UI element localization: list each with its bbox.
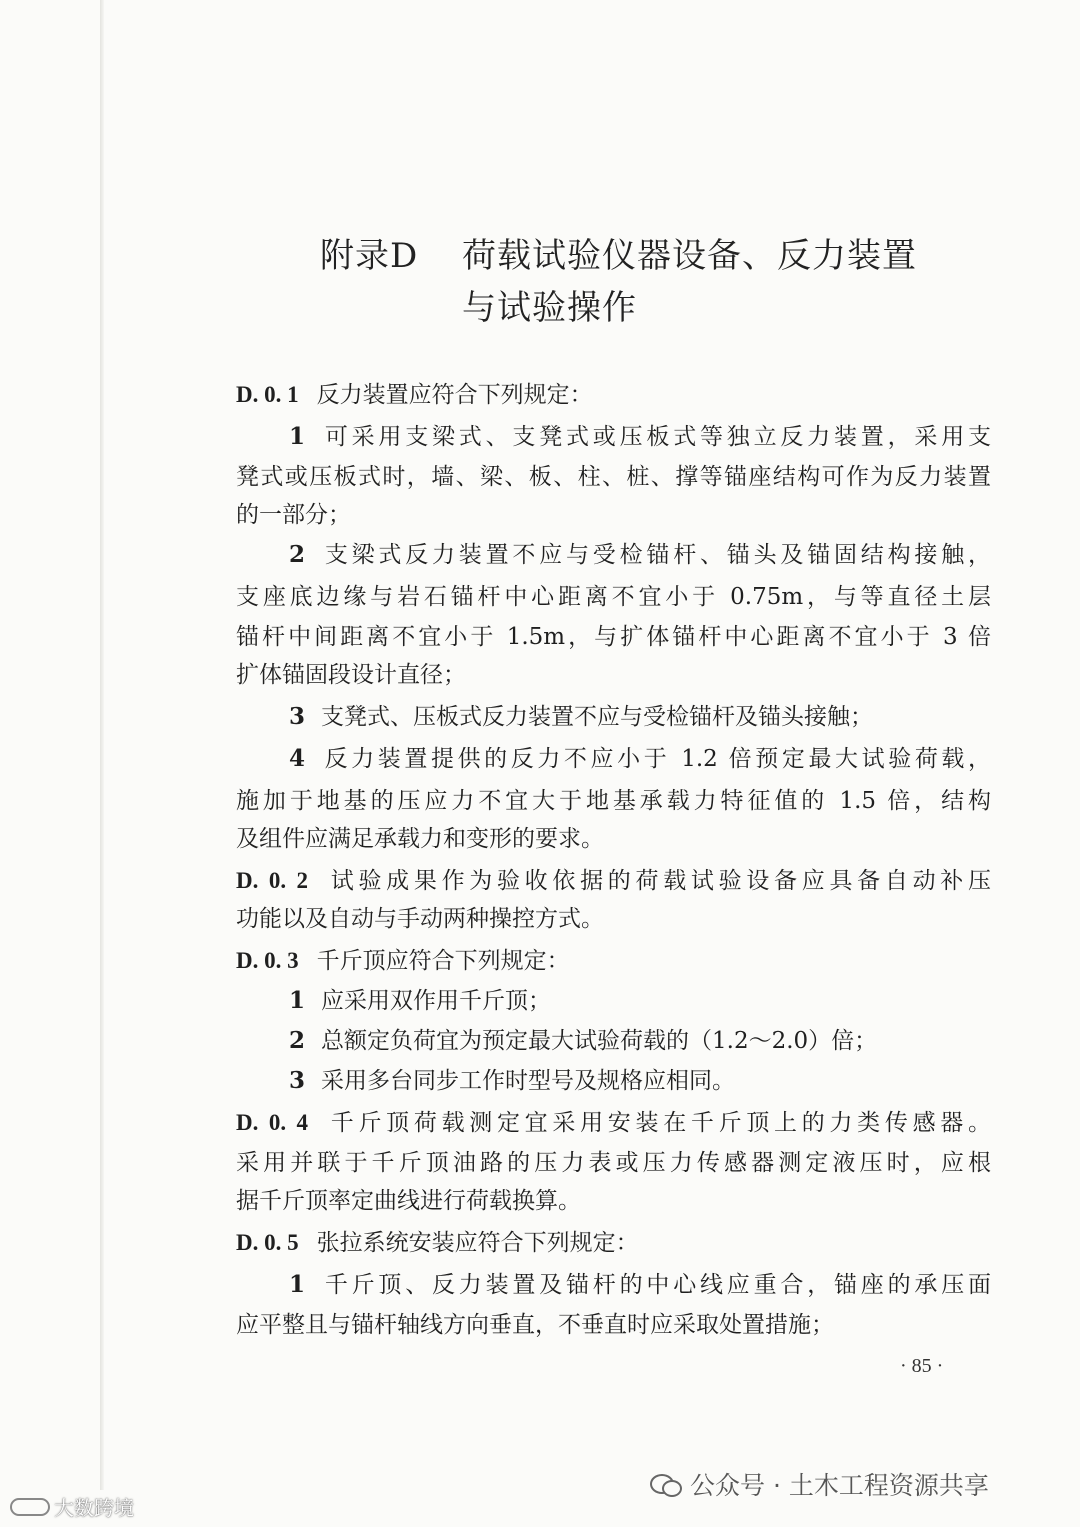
clause-d05-heading	[236, 1228, 639, 1258]
clause-d02-line-1	[236, 866, 991, 896]
clause-d01-item-2-line-3: 锚杆中间距离不宜小于 1.5m，与扩体锚杆中心距离不宜小于 3 倍	[236, 624, 991, 650]
page-number: · 85 ·	[900, 1355, 944, 1377]
clause-d01-item-2-line-4: 扩体锚固段设计直径；	[236, 662, 466, 688]
clause-d03-heading	[236, 946, 570, 976]
clause-d01-item-1-line-2: 凳式或压板式时，墙、梁、板、柱、桩、撑等锚座结构可作为反力装置	[236, 464, 991, 490]
clause-number: D. 0. 3	[236, 948, 299, 973]
item-text: 应采用双作用千斤顶；	[321, 988, 552, 1014]
item-text: 采用多台同步工作时型号及规格应相同。	[321, 1068, 736, 1094]
item-text: 支梁式反力装置不应与受检锚杆、锚头及锚固结构接触，	[321, 542, 991, 568]
item-text: 千斤顶、反力装置及锚杆的中心线应重合，锚座的承压面	[321, 1272, 991, 1298]
item-text: 可采用支梁式、支凳式或压板式等独立反力装置，采用支	[321, 424, 991, 450]
corner-watermark-text: 大数跨境	[54, 1496, 134, 1520]
clause-d01-item-3	[236, 702, 873, 732]
clause-text: 张拉系统安装应符合下列规定：	[316, 1230, 639, 1256]
clause-d04-line-3: 据千斤顶率定曲线进行荷载换算。	[236, 1188, 581, 1214]
item-number: 2	[289, 1027, 306, 1054]
clause-d04-line-2: 采用并联于千斤顶油路的压力表或压力传感器测定液压时，应根	[236, 1150, 991, 1176]
clause-d04-line-1	[236, 1108, 991, 1138]
clause-d05-item-1-line-2: 应平整且与锚杆轴线方向垂直，不垂直时应采取处置措施；	[236, 1312, 834, 1338]
item-number: 1	[289, 1271, 306, 1298]
clause-number: D. 0. 4	[236, 1110, 309, 1135]
clause-d01-item-4-line-3: 及组件应满足承载力和变形的要求。	[236, 826, 604, 852]
clause-d01-item-4-line-1	[236, 744, 991, 774]
clause-d01-item-2-line-2: 支座底边缘与岩石锚杆中心距离不宜小于 0.75m，与等直径土层	[236, 584, 991, 610]
clause-text: 千斤顶荷载测定宜采用安装在千斤顶上的力类传感器。	[326, 1110, 991, 1136]
link-icon	[10, 1498, 50, 1516]
clause-d01-item-1-line-1	[236, 422, 991, 452]
clause-number: D. 0. 1	[236, 382, 299, 407]
item-text: 支凳式、压板式反力装置不应与受检锚杆及锚头接触；	[321, 704, 874, 730]
clause-number: D. 0. 2	[236, 868, 309, 893]
item-number: 2	[289, 541, 306, 568]
item-number: 3	[289, 703, 306, 730]
item-text: 反力装置提供的反力不应小于 1.2 倍预定最大试验荷载，	[321, 746, 991, 772]
clause-number: D. 0. 5	[236, 1230, 299, 1255]
appendix-title-text-2: 与试验操作	[462, 288, 637, 328]
wechat-watermark	[650, 1466, 989, 1502]
clause-d03-item-3	[236, 1066, 735, 1096]
clause-d01-item-2-line-1	[236, 540, 991, 570]
watermark-text: 公众号 · 土木工程资源共享	[690, 1471, 989, 1500]
clause-d02-line-2: 功能以及自动与手动两种操控方式。	[236, 906, 604, 932]
appendix-title-text: 荷载试验仪器设备、反力装置	[462, 236, 917, 276]
clause-d01-item-4-line-2: 施加于地基的压应力不宜大于地基承载力特征值的 1.5 倍，结构	[236, 788, 991, 814]
clause-d01-heading	[236, 380, 593, 410]
clause-d03-item-2	[236, 1026, 877, 1056]
item-number: 1	[289, 423, 306, 450]
item-number: 1	[289, 987, 306, 1014]
page-fold-shadow	[100, 0, 104, 1490]
item-text: 总额定负荷宜为预定最大试验荷载的（1.2～2.0）倍；	[321, 1028, 878, 1054]
clause-d05-item-1-line-1	[236, 1270, 991, 1300]
clause-text: 千斤顶应符合下列规定：	[316, 948, 570, 974]
clause-text: 反力装置应符合下列规定：	[316, 382, 593, 408]
item-number: 4	[289, 745, 306, 772]
appendix-label: 附录D	[320, 236, 419, 276]
clause-d03-item-1	[236, 986, 551, 1016]
wechat-icon	[650, 1472, 680, 1496]
clause-d01-item-1-line-3: 的一部分；	[236, 502, 351, 528]
corner-watermark	[10, 1492, 134, 1521]
clause-text: 试验成果作为验收依据的荷载试验设备应具备自动补压	[326, 868, 991, 894]
item-number: 3	[289, 1067, 306, 1094]
